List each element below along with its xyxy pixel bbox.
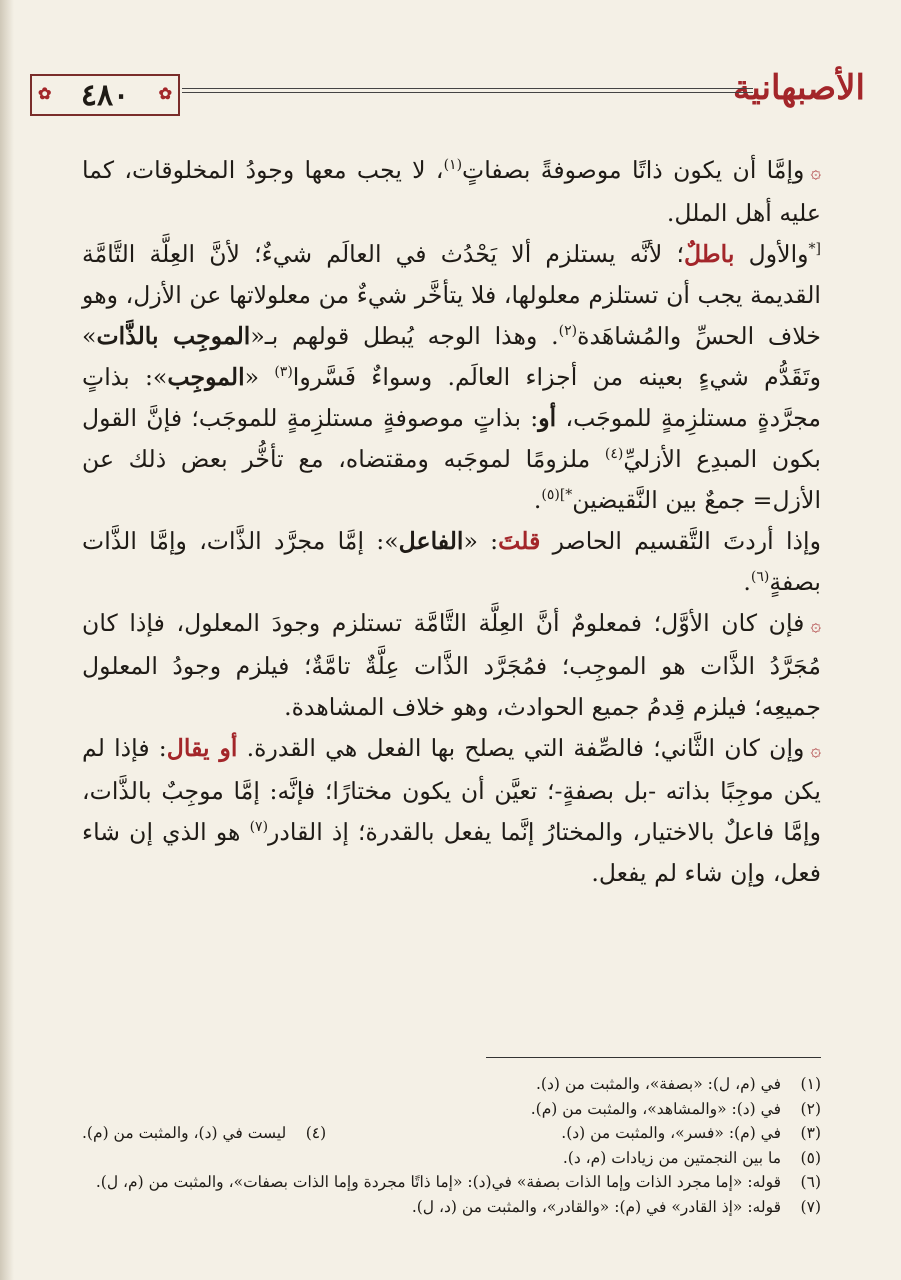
page-header	[22, 62, 873, 132]
footnote-ref: (١)	[443, 157, 463, 174]
running-title: الأصبهانية	[733, 68, 865, 108]
footnote-ref: (٤)	[604, 446, 624, 463]
footnote: (٦) قوله: «إما مجرد الذات وإما الذات بصفة» في(د): «إما ذاتًا مجردة وإما الذات بصفات»، والمثبت من (م، ل).	[95, 1173, 821, 1191]
flower-icon: ۞	[810, 740, 821, 761]
footnote: (٢) في (د): «والمشاهد»، والمثبت من (م).	[530, 1099, 821, 1118]
asterisk-bracket-open: [*	[808, 241, 821, 258]
footnote-ref: (٥)	[541, 487, 560, 504]
main-text	[82, 150, 821, 894]
footnote: (٤) ليست في (د)، والمثبت من (م).	[82, 1124, 327, 1142]
paragraph-5: ۞وإن كان الثَّاني؛ فالصِّفة التي يصلح بها الفعل هي القدرة. أو يقال: فإذا لم يكن موجِبًا بذاته -بل بصفةٍ-؛ تعيَّن أن يكون مختارًا؛ فإنَّه: إمَّا موجِبٌ بالذَّات، وإمَّا فاعلٌ بالاختيار، والمختارُ إنَّما يفعل بالقدرة؛ إذ القادر$^{(٧)}$ هو الذي إن شاء فعل، وإن شاء لم يفعل.	[82, 734, 821, 887]
footnote-ref: (٧)	[249, 819, 269, 836]
paragraph-4: ۞فإن كان الأوَّل؛ فمعلومٌ أنَّ العِلَّة التَّامَّة تستلزم وجودَ المعلول، فإذا كان مُجَرَّدُ الذَّات هو الموجِب؛ فمُجَرَّد الذَّات عِلَّةٌ تامَّةٌ؛ فيلزم وجودُ المعلول جميعِه؛ فيلزم قِدمُ جميع الحوادث، وهو خلاف المشاهدة.	[82, 609, 821, 721]
footnote-ref: (٦)	[750, 569, 770, 586]
flower-icon: ۞	[810, 615, 821, 636]
header-rule	[182, 88, 753, 93]
paragraph-1: ۞وإمَّا أن يكون ذاتًا موصوفةً بصفاتٍ$^{(١)}$، لا يجب معها وجودُ المخلوقات، كما عليه أهل الملل.	[82, 156, 821, 227]
paragraph-2: [*والأول باطلٌ؛ لأنَّه يستلزم ألا يَحْدُث في العالَم شيءٌ؛ لأنَّ العِلَّة التَّامَّة القديمة يجب أن تستلزم معلولها، فلا يتأخَّر شيءٌ من معلولاتها عن الأزل، وهو خلاف الحسِّ والمُشاهَدة$^{(٢)}$. وهذا الوجه يُبطل قولهم بـ«الموجِب بالذَّات» وتَقَدُّم شيءٍ بعينه من أجزاء العالَم. وسواءٌ فَسَّروا$^{(٣)}$ «الموجِب»: بذاتٍ مجرَّدةٍ مستلزِمةٍ للموجَب، أو: بذاتٍ موصوفةٍ مستلزِمةٍ للموجَب؛ فإنَّ القول بكون المبدِع الأزليِّ$^{(٤)}$ ملزومًا لموجَبه ومقتضاه، مع تأخُّر بعض ذلك عن الأزل= جمعٌ بين النَّقيضين$^{*](٥)}$.	[82, 240, 822, 514]
footnote-rule	[486, 1057, 821, 1058]
footnote: (٥) ما بين النجمتين من زيادات (م، د).	[562, 1148, 821, 1167]
footnote: (٧) قوله: «إذ القادر» في (م): «والقادر»، والمثبت من (د، ل).	[411, 1197, 821, 1216]
footnote-ref: (٣)	[274, 364, 293, 381]
footnotes	[82, 1072, 821, 1219]
paragraph-3: وإذا أردتَ التَّقسيم الحاصر قلتَ: «الفاعل»: إمَّا مجرَّد الذَّات، وإمَّا الذَّات بصفةٍ$^{(٦)}$.	[82, 527, 822, 596]
page-edge-shadow	[0, 0, 14, 1280]
footnote-row	[82, 1121, 821, 1146]
footnote: (٣) في (م): «فسر»، والمثبت من (د).	[561, 1124, 821, 1142]
flower-icon: ۞	[810, 162, 821, 183]
footnote: (١) في (م، ل): «بصفة»، والمثبت من (د).	[535, 1075, 821, 1093]
asterisk-bracket-close: *]	[559, 487, 573, 504]
page-number: ✿ ٤٨٠ ✿	[30, 74, 180, 116]
footnote-ref: (٢)	[558, 323, 578, 340]
